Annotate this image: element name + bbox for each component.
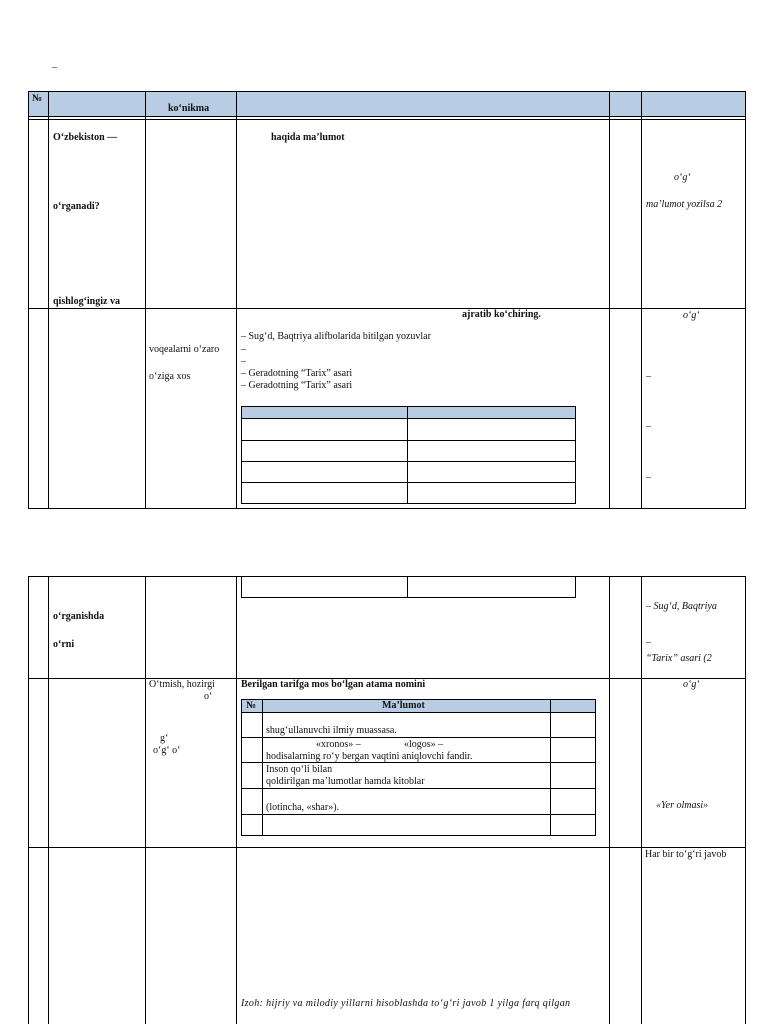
- column-skill-header: ko‘nikma: [168, 103, 210, 114]
- term-definition: qoldirilgan ma’lumotlar hamda kitoblar: [266, 776, 425, 787]
- score-text: o‘g‘: [674, 172, 691, 183]
- skill-text: o‘ziga xos: [149, 371, 191, 382]
- score-dash: –: [646, 472, 651, 483]
- list-item: – Geradotning “Tarix” asari: [241, 368, 353, 379]
- list-item: – Geradotning “Tarix” asari: [241, 380, 353, 391]
- score-dash: –: [646, 371, 651, 382]
- score-text: Har bir to‘g‘ri javob: [645, 849, 727, 860]
- term-definition: Inson qo‘li bilan: [266, 764, 333, 775]
- note-text: Izoh: hijriy va milodiy yillarni hisoblashda to‘g‘ri javob 1 yilga farq qilgan: [241, 998, 571, 1009]
- list-item: – Sug‘d, Baqtriya alifbolarida bitilgan yozuvlar: [241, 331, 431, 342]
- score-text: «Yer olmasi»: [656, 800, 709, 811]
- topic-text: O‘zbekiston —: [53, 132, 118, 143]
- topic-text: o‘rganishda: [53, 611, 105, 622]
- score-text: “Tarix” asari (2: [646, 653, 712, 664]
- task-title: Berilgan tarifga mos bo‘lgan atama nomini: [241, 679, 426, 690]
- skill-text: o‘: [204, 691, 213, 702]
- topic-text: qishlog‘ingiz va: [53, 296, 120, 307]
- page-dash: –: [52, 62, 57, 73]
- score-text: – Sug‘d, Baqtriya: [646, 601, 717, 612]
- list-item: –: [241, 356, 246, 367]
- term-definition: (lotincha, «shar»).: [266, 802, 340, 813]
- table-1-header: [28, 91, 745, 116]
- topic-text: o‘rni: [53, 639, 75, 650]
- score-dash: –: [646, 421, 651, 432]
- task-text: haqida ma’lumot: [271, 132, 345, 143]
- term-definition: hodisalarning ro‘y bergan vaqtini aniqlovchi fandir.: [266, 751, 473, 762]
- score-text: o‘g‘: [683, 679, 700, 690]
- task-title: ajratib ko‘chiring.: [462, 309, 541, 320]
- skill-text: g‘: [160, 733, 169, 744]
- skill-text: voqealarni o‘zaro: [149, 344, 220, 355]
- term-definition: «xronos» –: [316, 739, 361, 750]
- skill-text: o‘g‘ o‘: [153, 745, 181, 756]
- list-item: –: [241, 344, 246, 355]
- score-text: –: [646, 637, 651, 648]
- topic-text: o‘rganadi?: [53, 201, 100, 212]
- score-text: ma’lumot yozilsa 2: [646, 199, 723, 210]
- terms-number-header: №: [246, 700, 257, 711]
- term-definition: shug‘ullanuvchi ilmiy muassasa.: [266, 725, 397, 736]
- term-definition: «logos» –: [404, 739, 444, 750]
- terms-info-header: Ma’lumot: [382, 700, 425, 711]
- score-text: o‘g‘: [683, 310, 700, 321]
- column-number-header: №: [32, 93, 43, 104]
- skill-text: O‘tmish, hozirgi: [149, 679, 215, 690]
